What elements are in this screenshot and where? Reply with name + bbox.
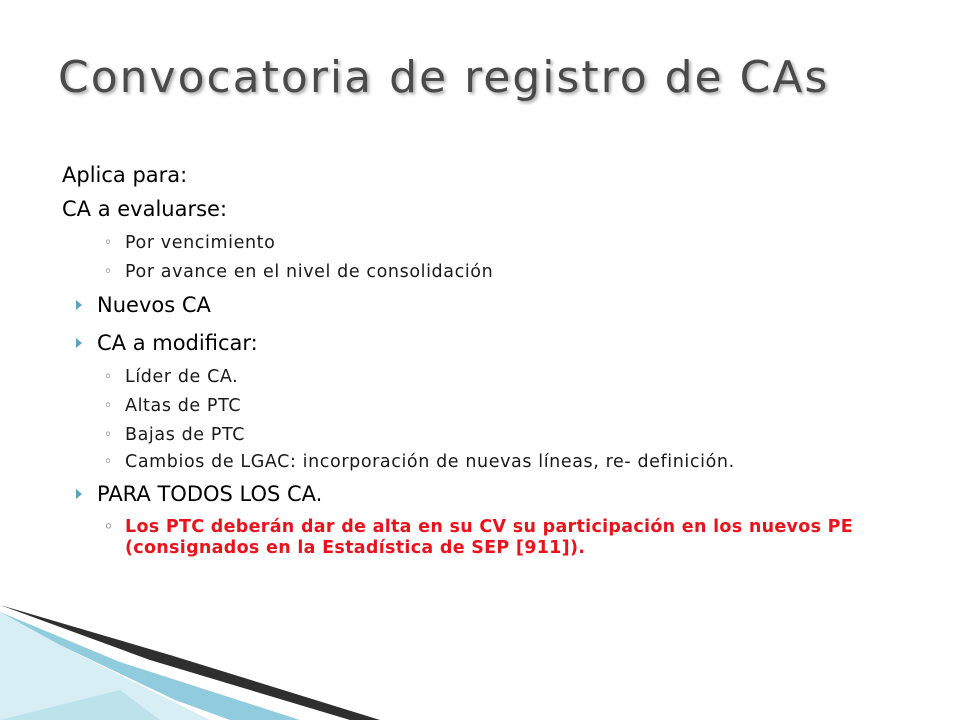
aplica-para-label: Aplica para: (62, 163, 188, 187)
sub-bullet-icon: ◦ (104, 427, 113, 443)
list-item: ◦ Por avance en el nivel de consolidación (104, 262, 494, 282)
para-todos-item: PARA TODOS LOS CA. (62, 479, 922, 509)
nuevos-ca-item: Nuevos CA (62, 290, 922, 320)
list-item: ◦ Cambios de LGAC: incorporación de nuevas líneas, re- definición. (104, 452, 735, 472)
slide-content (62, 158, 922, 566)
sub-bullet-icon: ◦ (104, 369, 113, 385)
list-item: ◦ Los PTC deberán dar de alta en su CV su participación en los nuevos PE (consignados en la Estadística de SEP [911]). (104, 517, 854, 558)
ca-evaluarse-label: CA a evaluarse: (62, 197, 228, 221)
list-item: ◦ Altas de PTC (104, 396, 242, 416)
list-item: ◦ Líder de CA. (104, 367, 239, 387)
arrow-right-icon (76, 338, 82, 348)
arrow-right-icon (76, 300, 82, 310)
sub-bullet-icon: ◦ (104, 235, 113, 251)
slide-title: Convocatoria de registro de CAs (58, 52, 830, 103)
sub-bullet-icon: ◦ (104, 454, 113, 470)
sub-bullet-icon: ◦ (104, 519, 114, 535)
sub-bullet-icon: ◦ (104, 398, 113, 414)
arrow-right-icon (76, 489, 82, 499)
ca-modificar-item: CA a modificar: (62, 328, 922, 358)
sub-bullet-icon: ◦ (104, 264, 113, 280)
list-item: ◦ Por vencimiento (104, 233, 276, 253)
list-item: ◦ Bajas de PTC (104, 425, 246, 445)
